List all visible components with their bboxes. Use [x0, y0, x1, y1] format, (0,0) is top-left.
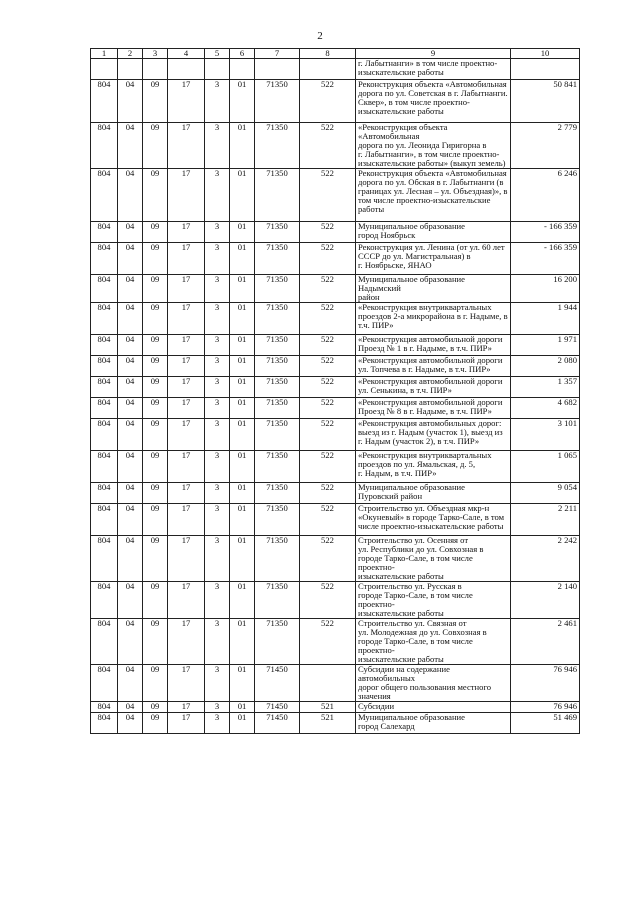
subprogram-cell: 3 [205, 398, 230, 419]
description-cell: Реконструкция объекта «Автомобильная дорога по ул. Обская в г. Лабытнанги (в границах ул. Лесная – ул. Объездная)», в том числе проектно-изыскательские работы [356, 169, 511, 222]
subsection-cell: 09 [143, 419, 168, 451]
target-code-cell: 71450 [255, 665, 300, 702]
section-cell: 04 [118, 303, 143, 335]
expense-type-cell: 521 [300, 702, 356, 713]
table-row [91, 398, 580, 419]
description-cell: Строительство ул. Осенняя от ул. Республики до ул. Совхозная в городе Тарко-Сале, в том числе проектно- изыскательские работы [356, 536, 511, 582]
subsection-cell: 09 [143, 303, 168, 335]
program-cell: 17 [168, 335, 205, 356]
target-code-cell: 71450 [255, 713, 300, 734]
column-header: 3 [143, 49, 168, 59]
description-cell: Реконструкция ул. Ленина (от ул. 60 лет СССР до ул. Магистральная) в г. Ноябрьске, ЯНАО [356, 243, 511, 275]
activity-cell: 01 [230, 536, 255, 582]
description-cell: «Реконструкция автомобильных дорог: выезд из г. Надым (участок 1), выезд из г. Надым (участок 2), в т.ч. ПИР» [356, 419, 511, 451]
admin-code-cell [91, 59, 118, 80]
section-cell: 04 [118, 665, 143, 702]
admin-code-cell: 804 [91, 356, 118, 377]
subprogram-cell: 3 [205, 169, 230, 222]
program-cell: 17 [168, 356, 205, 377]
program-cell: 17 [168, 243, 205, 275]
subsection-cell: 09 [143, 123, 168, 169]
subprogram-cell: 3 [205, 702, 230, 713]
expense-type-cell: 522 [300, 483, 356, 504]
column-header: 9 [356, 49, 511, 59]
expense-type-cell: 522 [300, 398, 356, 419]
subsection-cell: 09 [143, 451, 168, 483]
column-header: 7 [255, 49, 300, 59]
program-cell: 17 [168, 536, 205, 582]
activity-cell: 01 [230, 582, 255, 619]
subprogram-cell: 3 [205, 713, 230, 734]
description-cell: Субсидии [356, 702, 511, 713]
subsection-cell: 09 [143, 702, 168, 713]
subsection-cell: 09 [143, 80, 168, 123]
table-row [91, 483, 580, 504]
subsection-cell [143, 59, 168, 80]
subsection-cell: 09 [143, 665, 168, 702]
target-code-cell: 71350 [255, 275, 300, 303]
column-header: 10 [511, 49, 580, 59]
program-cell [168, 59, 205, 80]
amount-cell: 4 682 [511, 398, 580, 419]
description-cell: «Реконструкция автомобильной дороги ул. Топчева в г. Надыме, в т.ч. ПИР» [356, 356, 511, 377]
section-cell: 04 [118, 222, 143, 243]
subsection-cell: 09 [143, 169, 168, 222]
amount-cell: 2 140 [511, 582, 580, 619]
description-cell: Муниципальное образование город Салехард [356, 713, 511, 734]
activity-cell: 01 [230, 451, 255, 483]
expense-type-cell: 522 [300, 123, 356, 169]
activity-cell [230, 59, 255, 80]
admin-code-cell: 804 [91, 619, 118, 665]
description-cell: Строительство ул. Русская в городе Тарко-Сале, в том числе проектно- изыскательские работы [356, 582, 511, 619]
section-cell: 04 [118, 398, 143, 419]
expense-type-cell: 522 [300, 80, 356, 123]
amount-cell: 9 054 [511, 483, 580, 504]
subprogram-cell [205, 59, 230, 80]
table-row [91, 222, 580, 243]
section-cell: 04 [118, 169, 143, 222]
activity-cell: 01 [230, 713, 255, 734]
description-cell: Строительство ул. Объездная мкр-н «Окуневый» в городе Тарко-Сале, в том числе проектно-изыскательские работы [356, 504, 511, 536]
expense-type-cell: 522 [300, 377, 356, 398]
amount-cell: 51 469 [511, 713, 580, 734]
target-code-cell: 71350 [255, 356, 300, 377]
target-code-cell: 71350 [255, 398, 300, 419]
description-cell: «Реконструкция внутриквартальных проездов по ул. Ямальская, д. 5, г. Надым, в т.ч. ПИР» [356, 451, 511, 483]
program-cell: 17 [168, 123, 205, 169]
admin-code-cell: 804 [91, 80, 118, 123]
amount-cell: 1 357 [511, 377, 580, 398]
subsection-cell: 09 [143, 504, 168, 536]
program-cell: 17 [168, 169, 205, 222]
expense-type-cell: 522 [300, 504, 356, 536]
subprogram-cell: 3 [205, 303, 230, 335]
expense-type-cell: 522 [300, 335, 356, 356]
subprogram-cell: 3 [205, 504, 230, 536]
program-cell: 17 [168, 665, 205, 702]
subprogram-cell: 3 [205, 619, 230, 665]
program-cell: 17 [168, 303, 205, 335]
subsection-cell: 09 [143, 582, 168, 619]
expense-type-cell: 522 [300, 169, 356, 222]
subprogram-cell: 3 [205, 483, 230, 504]
table-row [91, 619, 580, 665]
activity-cell: 01 [230, 275, 255, 303]
table-row [91, 80, 580, 123]
subsection-cell: 09 [143, 619, 168, 665]
description-cell: Субсидии на содержание автомобильных дорог общего пользования местного значения [356, 665, 511, 702]
program-cell: 17 [168, 713, 205, 734]
admin-code-cell: 804 [91, 582, 118, 619]
admin-code-cell: 804 [91, 222, 118, 243]
target-code-cell: 71350 [255, 123, 300, 169]
target-code-cell: 71350 [255, 169, 300, 222]
subprogram-cell: 3 [205, 665, 230, 702]
amount-cell: 6 246 [511, 169, 580, 222]
expense-type-cell: 522 [300, 419, 356, 451]
program-cell: 17 [168, 619, 205, 665]
admin-code-cell: 804 [91, 123, 118, 169]
subprogram-cell: 3 [205, 536, 230, 582]
table-row [91, 59, 580, 80]
description-cell: г. Лабытнанги» в том числе проектно- изыскательские работы [356, 59, 511, 80]
subsection-cell: 09 [143, 536, 168, 582]
table-row [91, 665, 580, 702]
table-body [91, 59, 580, 734]
program-cell: 17 [168, 582, 205, 619]
section-cell: 04 [118, 504, 143, 536]
admin-code-cell: 804 [91, 243, 118, 275]
description-cell: «Реконструкция автомобильной дороги Проезд № 1 в г. Надыме, в т.ч. ПИР» [356, 335, 511, 356]
program-cell: 17 [168, 80, 205, 123]
table-row [91, 451, 580, 483]
section-cell: 04 [118, 536, 143, 582]
amount-cell: 1 944 [511, 303, 580, 335]
admin-code-cell: 804 [91, 377, 118, 398]
amount-cell: 2 242 [511, 536, 580, 582]
target-code-cell: 71450 [255, 702, 300, 713]
activity-cell: 01 [230, 483, 255, 504]
program-cell: 17 [168, 398, 205, 419]
section-cell: 04 [118, 619, 143, 665]
table-row [91, 702, 580, 713]
table-row [91, 335, 580, 356]
subsection-cell: 09 [143, 335, 168, 356]
expense-type-cell: 522 [300, 582, 356, 619]
column-header: 8 [300, 49, 356, 59]
admin-code-cell: 804 [91, 303, 118, 335]
target-code-cell [255, 59, 300, 80]
column-header: 1 [91, 49, 118, 59]
section-cell: 04 [118, 419, 143, 451]
target-code-cell: 71350 [255, 582, 300, 619]
program-cell: 17 [168, 504, 205, 536]
budget-table [90, 48, 580, 734]
activity-cell: 01 [230, 303, 255, 335]
subsection-cell: 09 [143, 243, 168, 275]
target-code-cell: 71350 [255, 536, 300, 582]
subsection-cell: 09 [143, 275, 168, 303]
subprogram-cell: 3 [205, 243, 230, 275]
target-code-cell: 71350 [255, 451, 300, 483]
target-code-cell: 71350 [255, 222, 300, 243]
subsection-cell: 09 [143, 377, 168, 398]
activity-cell: 01 [230, 419, 255, 451]
activity-cell: 01 [230, 398, 255, 419]
expense-type-cell: 522 [300, 275, 356, 303]
subsection-cell: 09 [143, 713, 168, 734]
table-row [91, 356, 580, 377]
section-cell [118, 59, 143, 80]
amount-cell: - 166 359 [511, 222, 580, 243]
table-row [91, 243, 580, 275]
column-header: 4 [168, 49, 205, 59]
admin-code-cell: 804 [91, 504, 118, 536]
target-code-cell: 71350 [255, 483, 300, 504]
amount-cell: 2 080 [511, 356, 580, 377]
activity-cell: 01 [230, 619, 255, 665]
subsection-cell: 09 [143, 398, 168, 419]
program-cell: 17 [168, 483, 205, 504]
amount-cell: 16 200 [511, 275, 580, 303]
admin-code-cell: 804 [91, 536, 118, 582]
subsection-cell: 09 [143, 483, 168, 504]
expense-type-cell: 522 [300, 222, 356, 243]
admin-code-cell: 804 [91, 483, 118, 504]
target-code-cell: 71350 [255, 419, 300, 451]
table-row [91, 419, 580, 451]
subsection-cell: 09 [143, 356, 168, 377]
table-row [91, 303, 580, 335]
expense-type-cell [300, 665, 356, 702]
section-cell: 04 [118, 483, 143, 504]
admin-code-cell: 804 [91, 398, 118, 419]
subprogram-cell: 3 [205, 222, 230, 243]
expense-type-cell [300, 59, 356, 80]
target-code-cell: 71350 [255, 504, 300, 536]
activity-cell: 01 [230, 222, 255, 243]
admin-code-cell: 804 [91, 169, 118, 222]
description-cell: «Реконструкция объекта «Автомобильная дорога по ул. Леонида Гиригорна в г. Лабытнанги», в том числе проектно- изыскательские работы» (выкуп земель) [356, 123, 511, 169]
section-cell: 04 [118, 335, 143, 356]
activity-cell: 01 [230, 243, 255, 275]
section-cell: 04 [118, 451, 143, 483]
column-header: 5 [205, 49, 230, 59]
amount-cell: 76 946 [511, 665, 580, 702]
admin-code-cell: 804 [91, 702, 118, 713]
expense-type-cell: 522 [300, 619, 356, 665]
description-cell: «Реконструкция автомобильной дороги Проезд № 8 в г. Надыме, в т.ч. ПИР» [356, 398, 511, 419]
program-cell: 17 [168, 451, 205, 483]
amount-cell: 2 779 [511, 123, 580, 169]
table-row [91, 504, 580, 536]
admin-code-cell: 804 [91, 665, 118, 702]
subprogram-cell: 3 [205, 80, 230, 123]
page-number: 2 [317, 30, 323, 42]
target-code-cell: 71350 [255, 303, 300, 335]
program-cell: 17 [168, 222, 205, 243]
subprogram-cell: 3 [205, 377, 230, 398]
target-code-cell: 71350 [255, 335, 300, 356]
admin-code-cell: 804 [91, 451, 118, 483]
activity-cell: 01 [230, 335, 255, 356]
description-cell: Муниципальное образование город Ноябрьск [356, 222, 511, 243]
subprogram-cell: 3 [205, 451, 230, 483]
column-number-row [91, 49, 580, 59]
admin-code-cell: 804 [91, 275, 118, 303]
activity-cell: 01 [230, 169, 255, 222]
description-cell: Реконструкция объекта «Автомобильная дорога по ул. Советская в г. Лабытнанги. Сквер», в том числе проектно- изыскательские работы [356, 80, 511, 123]
table-row [91, 582, 580, 619]
amount-cell: 2 461 [511, 619, 580, 665]
amount-cell: 3 101 [511, 419, 580, 451]
section-cell: 04 [118, 243, 143, 275]
activity-cell: 01 [230, 665, 255, 702]
amount-cell: 2 211 [511, 504, 580, 536]
amount-cell: - 166 359 [511, 243, 580, 275]
target-code-cell: 71350 [255, 377, 300, 398]
activity-cell: 01 [230, 702, 255, 713]
target-code-cell: 71350 [255, 619, 300, 665]
table-row [91, 713, 580, 734]
section-cell: 04 [118, 582, 143, 619]
subprogram-cell: 3 [205, 335, 230, 356]
description-cell: Муниципальное образование Надымский район [356, 275, 511, 303]
activity-cell: 01 [230, 504, 255, 536]
program-cell: 17 [168, 419, 205, 451]
section-cell: 04 [118, 123, 143, 169]
description-cell: Строительство ул. Связная от ул. Молодежная до ул. Совхозная в городе Тарко-Сале, в том числе проектно- изыскательские работы [356, 619, 511, 665]
subprogram-cell: 3 [205, 419, 230, 451]
activity-cell: 01 [230, 356, 255, 377]
target-code-cell: 71350 [255, 243, 300, 275]
section-cell: 04 [118, 713, 143, 734]
table-row [91, 275, 580, 303]
amount-cell: 76 946 [511, 702, 580, 713]
target-code-cell: 71350 [255, 80, 300, 123]
subprogram-cell: 3 [205, 275, 230, 303]
activity-cell: 01 [230, 80, 255, 123]
amount-cell [511, 59, 580, 80]
program-cell: 17 [168, 377, 205, 398]
expense-type-cell: 522 [300, 536, 356, 582]
description-cell: «Реконструкция автомобильной дороги ул. Сенькина, в т.ч. ПИР» [356, 377, 511, 398]
program-cell: 17 [168, 275, 205, 303]
amount-cell: 1 971 [511, 335, 580, 356]
admin-code-cell: 804 [91, 419, 118, 451]
description-cell: «Реконструкция внутриквартальных проездов 2-а микрорайона в г. Надыме, в т.ч. ПИР» [356, 303, 511, 335]
subprogram-cell: 3 [205, 356, 230, 377]
expense-type-cell: 522 [300, 303, 356, 335]
table-row [91, 169, 580, 222]
program-cell: 17 [168, 702, 205, 713]
table-row [91, 536, 580, 582]
expense-type-cell: 521 [300, 713, 356, 734]
expense-type-cell: 522 [300, 243, 356, 275]
activity-cell: 01 [230, 377, 255, 398]
section-cell: 04 [118, 80, 143, 123]
table-row [91, 123, 580, 169]
description-cell: Муниципальное образование Пуровский район [356, 483, 511, 504]
amount-cell: 50 841 [511, 80, 580, 123]
subprogram-cell: 3 [205, 582, 230, 619]
column-header: 2 [118, 49, 143, 59]
section-cell: 04 [118, 377, 143, 398]
activity-cell: 01 [230, 123, 255, 169]
admin-code-cell: 804 [91, 335, 118, 356]
column-header: 6 [230, 49, 255, 59]
admin-code-cell: 804 [91, 713, 118, 734]
subprogram-cell: 3 [205, 123, 230, 169]
table-row [91, 377, 580, 398]
section-cell: 04 [118, 275, 143, 303]
expense-type-cell: 522 [300, 451, 356, 483]
expense-type-cell: 522 [300, 356, 356, 377]
subsection-cell: 09 [143, 222, 168, 243]
section-cell: 04 [118, 702, 143, 713]
amount-cell: 1 065 [511, 451, 580, 483]
section-cell: 04 [118, 356, 143, 377]
